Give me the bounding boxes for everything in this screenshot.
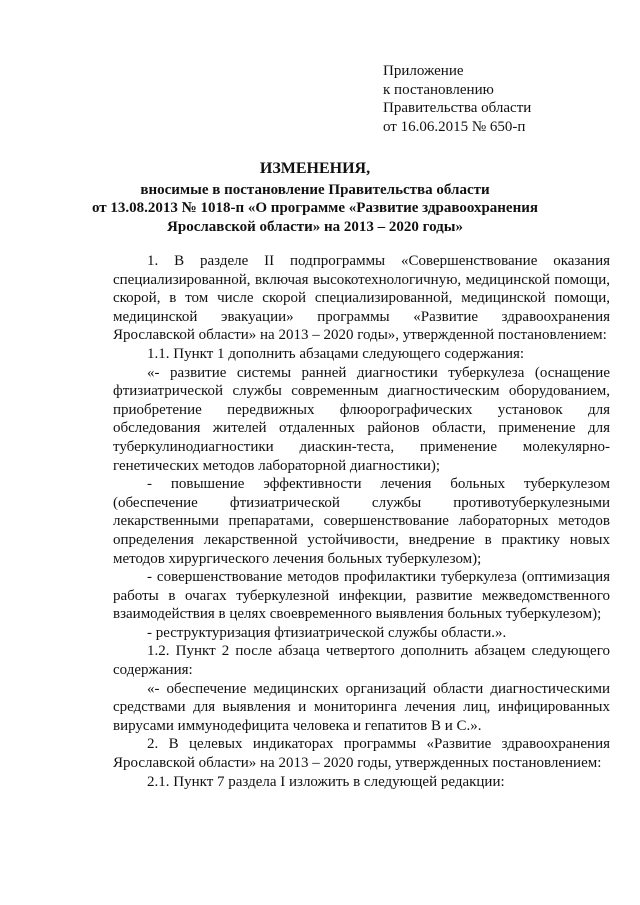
appendix-block xyxy=(383,62,531,136)
paragraph-1-1: 1.1. Пункт 1 дополнить абзацами следующего содержания: xyxy=(147,345,525,362)
paragraph-supply: «- обеспечение медицинских организаций области диагностическими средствами для выявления и мониторинга лечения лиц, инфицированных вирусами иммунодефицита человека и гепатитов В и С.». xyxy=(113,680,610,734)
paragraph-1-2: 1.2. Пункт 2 после абзаца четвертого дополнить абзацем следующего содержания: xyxy=(113,643,610,679)
paragraph-restructuring: - реструктуризация фтизиатрической службы области.». xyxy=(147,624,507,641)
paragraph-2-1: 2.1. Пункт 7 раздела I изложить в следующей редакции: xyxy=(147,773,505,790)
paragraph-1: 1. В разделе II подпрограммы «Совершенствование оказания специализированной, включая высокотехнологичную, медицинской помощи, скорой, в том числе скорой специализированной, медицинской помощи, медицинской эвакуации» программы «Развитие здравоохранения Ярославской области» на 2013 – 2020 годы», утвержденной постановлением: xyxy=(113,253,610,344)
appendix-line-2: к постановлению xyxy=(383,81,494,98)
paragraph-prevention: - совершенствование методов профилактики туберкулеза (оптимизация работы в очагах туберкулезной инфекции, развитие межведомственного взаимодействия в целях своевременного выявления больных туберкулезом); xyxy=(113,569,610,623)
paragraph-diagnostics: «- развитие системы ранней диагностики туберкулеза (оснащение фтизиатрической службы современным диагностическим оборудованием, приобретение передвижных флюорографических установок для обследования жителей отдаленных районов области, применение для туберкулинодиагностики диаскин-теста, применение молекулярно-генетических методов лабораторной диагностики); xyxy=(113,364,610,474)
appendix-line-1: Приложение xyxy=(383,63,464,79)
document-heading xyxy=(90,160,540,236)
appendix-line-3: Правительства области xyxy=(383,100,532,116)
heading-line-1: вносимые в постановление Правительства области xyxy=(140,181,490,198)
document-body xyxy=(113,252,610,791)
heading-line-3: Ярославской области» на 2013 – 2020 годы» xyxy=(167,218,463,235)
appendix-line-4: от 16.06.2015 № 650-п xyxy=(383,118,526,135)
paragraph-2: 2. В целевых индикаторах программы «Развитие здравоохранения Ярославской области» на 2013 – 2020 годы, утвержденных постановлением: xyxy=(113,736,610,772)
paragraph-treatment: - повышение эффективности лечения больных туберкулезом (обеспечение фтизиатрической службы противотуберкулезными лекарственными препаратами, совершенствование лабораторных методов определения лекарственной устойчивости, внедрение в практику новых методов хирургического лечения больных туберкулезом); xyxy=(113,476,610,567)
heading-title: ИЗМЕНЕНИЯ, xyxy=(259,160,371,177)
heading-line-2: от 13.08.2013 № 1018-п «О программе «Развитие здравоохранения xyxy=(92,200,538,216)
